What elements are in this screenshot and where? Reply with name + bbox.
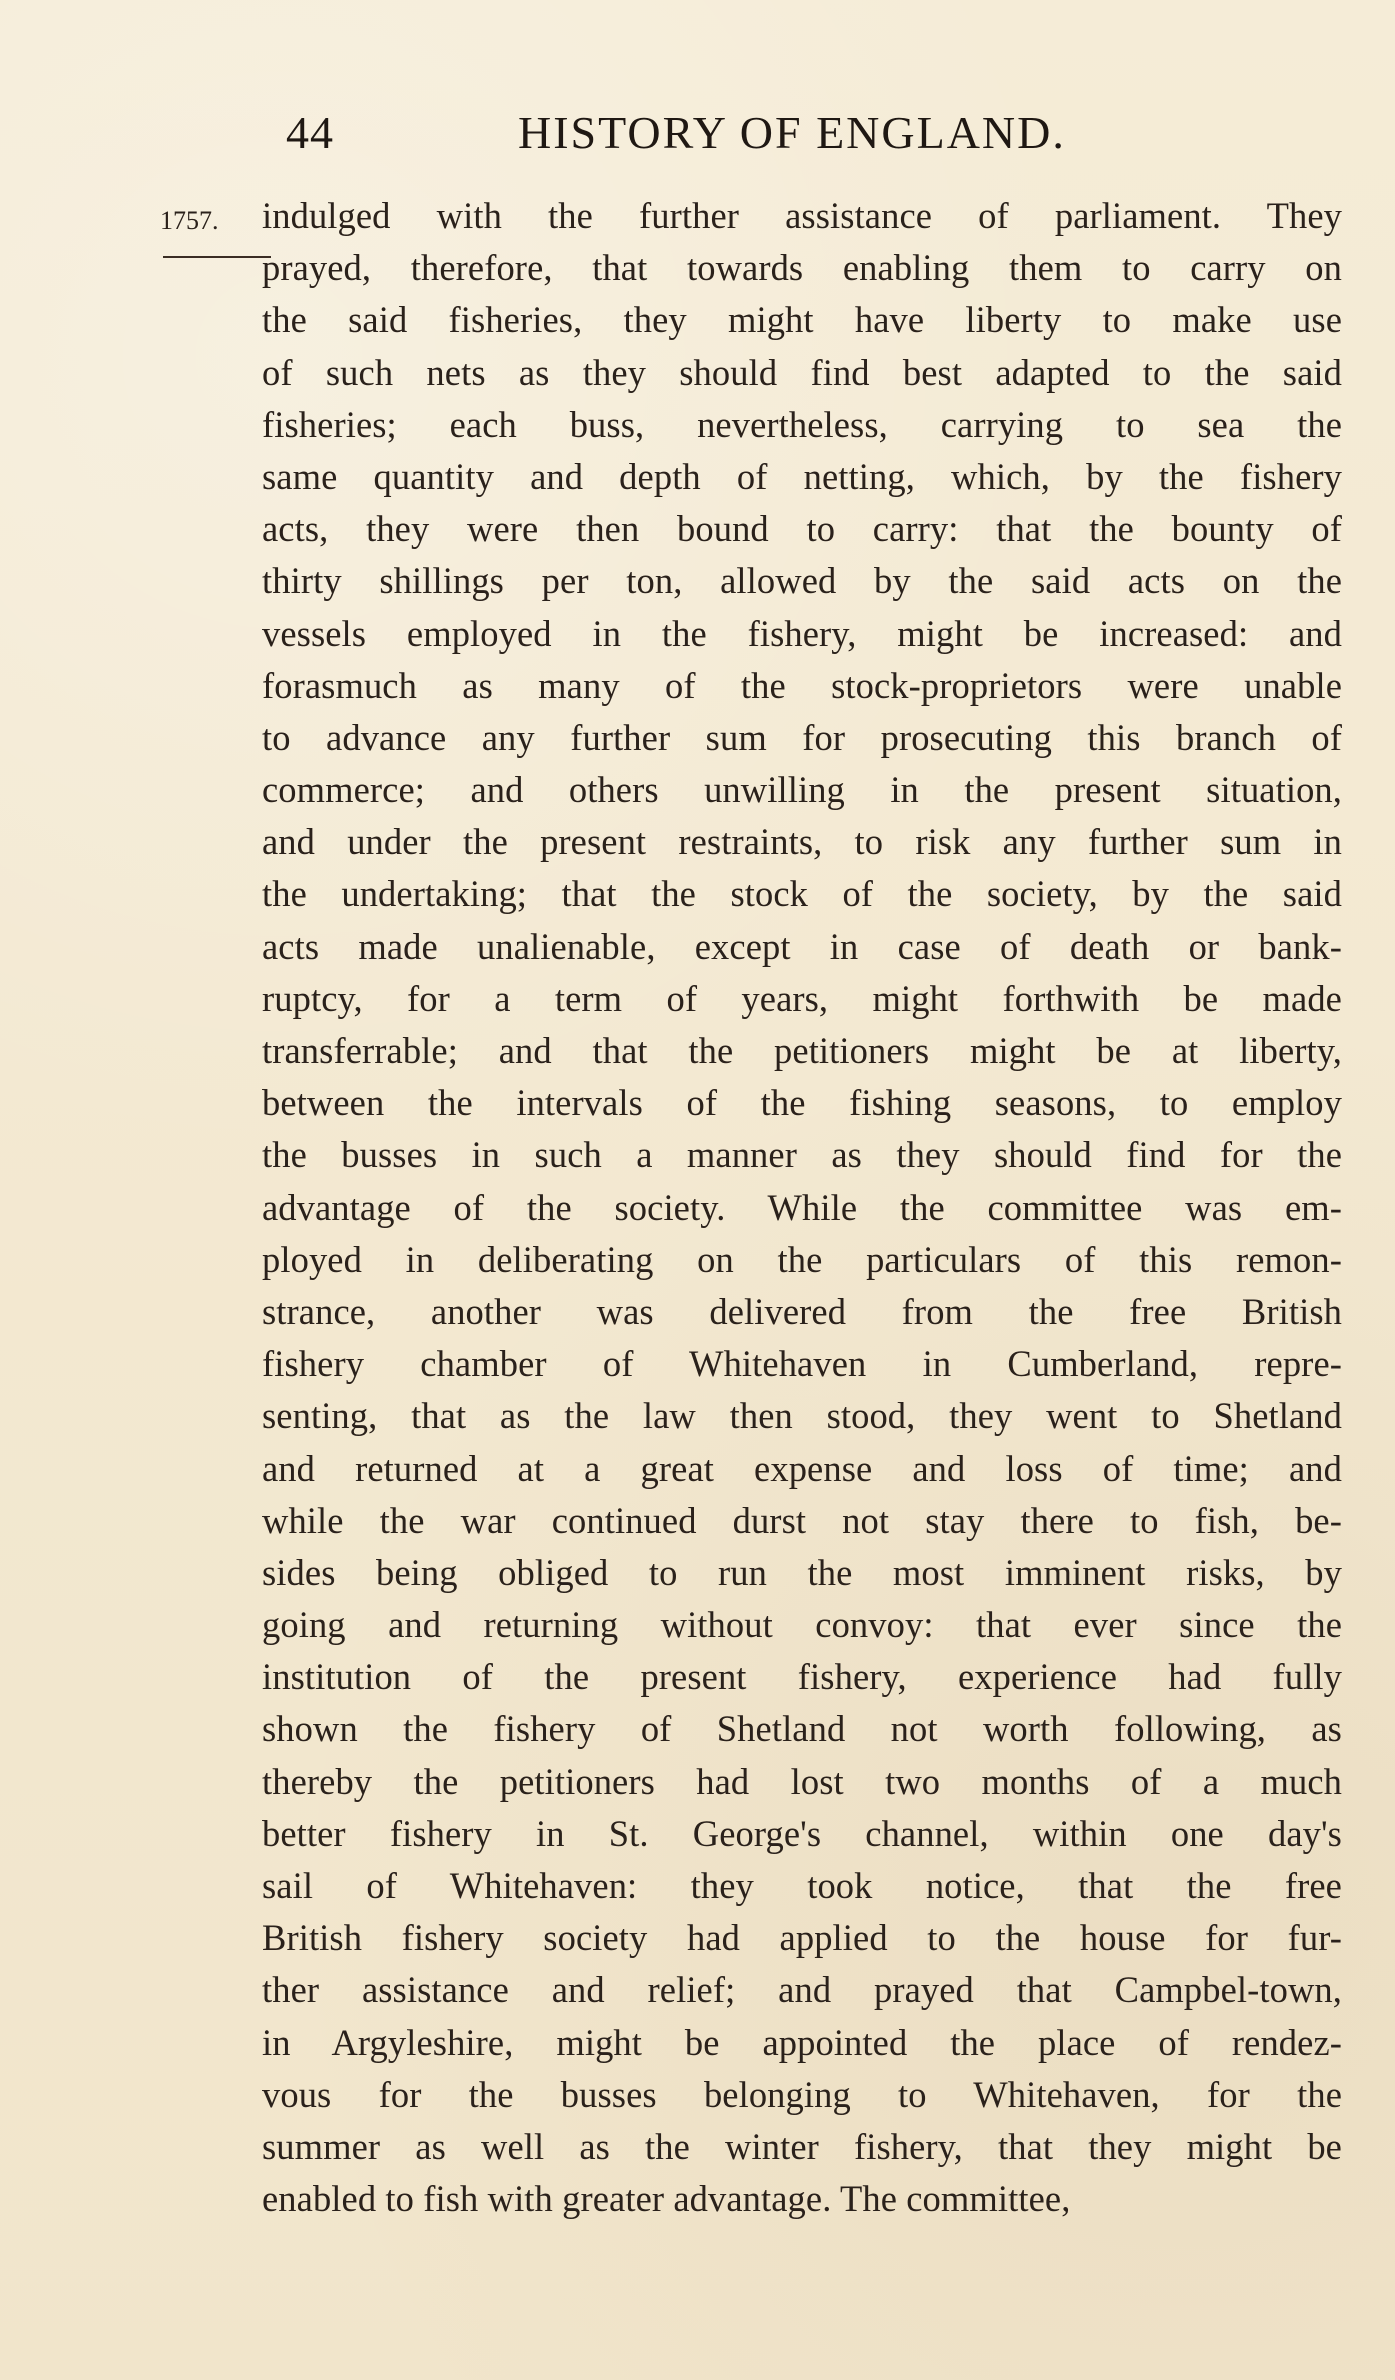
text-line: vessels employed in the fishery, might be increased: and	[262, 612, 1342, 654]
margin-year: 1757.	[160, 206, 219, 235]
text-line: shown the fishery of Shetland not worth following, as	[262, 1708, 1342, 1750]
text-line: the said fisheries, they might have liberty to make use	[262, 299, 1342, 341]
text-line: same quantity and depth of netting, which, by the fishery	[262, 455, 1342, 497]
text-line: advantage of the society. While the committee was em-	[262, 1186, 1342, 1228]
text-line: and under the present restraints, to risk any further sum in	[262, 821, 1342, 863]
text-line: institution of the present fishery, experience had fully	[262, 1656, 1342, 1698]
text-line: to advance any further sum for prosecuting this branch of	[262, 716, 1342, 758]
text-line: better fishery in St. George's channel, within one day's	[262, 1812, 1342, 1854]
text-line: acts, they were then bound to carry: that the bounty of	[262, 508, 1342, 550]
text-line: in Argyleshire, might be appointed the place of rendez-	[262, 2021, 1342, 2063]
text-line: forasmuch as many of the stock-proprietors were unable	[262, 664, 1342, 706]
text-line: transferrable; and that the petitioners might be at liberty,	[262, 1030, 1342, 1071]
text-line: summer as well as the winter fishery, that they might be	[262, 2125, 1342, 2167]
text-line: thereby the petitioners had lost two months of a much	[262, 1760, 1342, 1802]
text-line: of such nets as they should find best adapted to the said	[262, 351, 1342, 393]
text-line: sides being obliged to run the most imminent risks, by	[262, 1551, 1342, 1593]
text-line: between the intervals of the fishing seasons, to employ	[262, 1082, 1342, 1124]
text-line: while the war continued durst not stay there to fish, be-	[262, 1499, 1342, 1541]
text-line: the undertaking; that the stock of the society, by the said	[262, 873, 1342, 915]
text-line: ployed in deliberating on the particulars of this remon-	[262, 1238, 1342, 1280]
body-text	[262, 190, 1342, 2225]
text-line: fisheries; each buss, nevertheless, carrying to sea the	[262, 403, 1342, 445]
text-line: prayed, therefore, that towards enabling them to carry on	[262, 247, 1342, 289]
text-line: sail of Whitehaven: they took notice, that the free	[262, 1865, 1342, 1906]
text-line: indulged with the further assistance of parliament. They	[262, 195, 1342, 236]
page-number: 44	[286, 107, 334, 158]
text-line: ther assistance and relief; and prayed that Campbel-town,	[262, 1969, 1342, 2011]
text-line: senting, that as the law then stood, they went to Shetland	[262, 1395, 1342, 1437]
text-line: acts made unalienable, except in case of death or bank-	[262, 925, 1342, 967]
text-line: and returned at a great expense and loss of time; and	[262, 1447, 1342, 1489]
text-line: enabled to fish with greater advantage. The committee,	[262, 2178, 1071, 2220]
text-line: commerce; and others unwilling in the present situation,	[262, 769, 1342, 811]
text-line: going and returning without convoy: that ever since the	[262, 1604, 1342, 1646]
text-line: ruptcy, for a term of years, might forthwith be made	[262, 977, 1342, 1019]
text-line: thirty shillings per ton, allowed by the said acts on the	[262, 560, 1342, 602]
text-line: strance, another was delivered from the free British	[262, 1290, 1342, 1332]
running-head: HISTORY OF ENGLAND.	[518, 107, 1066, 158]
text-line: the busses in such a manner as they should find for the	[262, 1134, 1342, 1176]
margin-rule	[163, 256, 271, 258]
text-line: vous for the busses belonging to Whitehaven, for the	[262, 2073, 1342, 2115]
text-line: British fishery society had applied to the house for fur-	[262, 1917, 1342, 1959]
text-line: fishery chamber of Whitehaven in Cumberland, repre-	[262, 1343, 1342, 1385]
